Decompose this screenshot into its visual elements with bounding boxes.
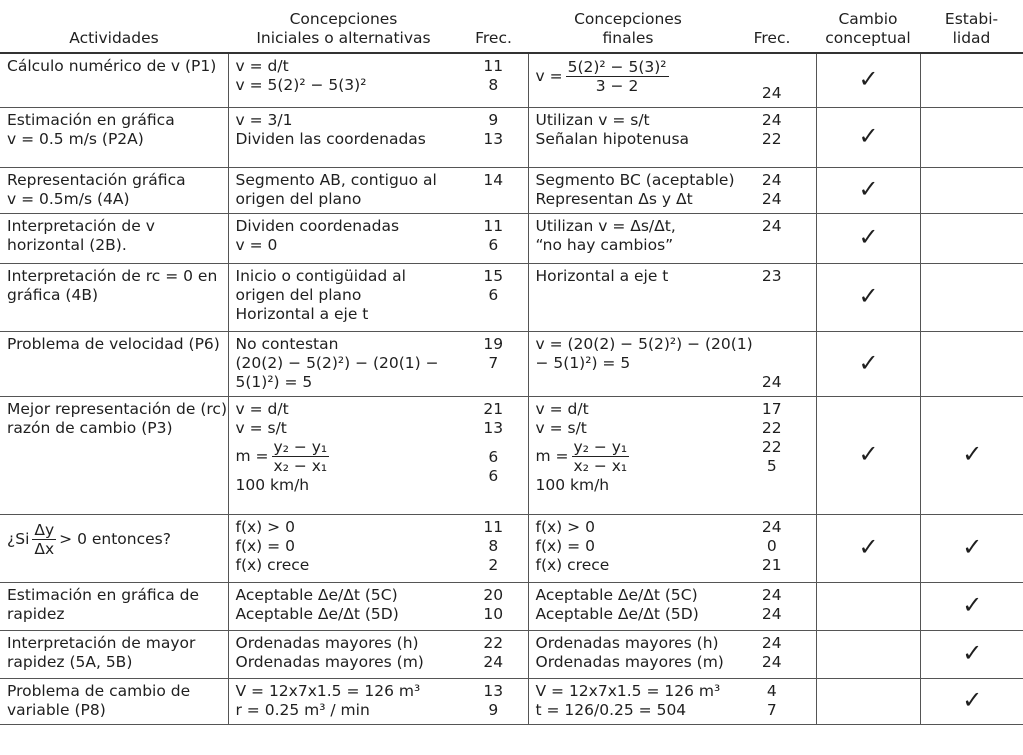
conceptual-change-cell: [816, 331, 920, 396]
initial-frequency-value: 22: [483, 633, 504, 652]
activity-text: v = 0.5m/s (4A): [7, 189, 130, 208]
initial-frequency-value: 6: [488, 235, 499, 254]
final-frequency-cell: [728, 263, 816, 331]
checkmark-icon: ✓: [962, 686, 983, 714]
initial-conception-text: Dividen coordenadas: [235, 216, 400, 235]
initial-frequency-value: 11: [483, 57, 504, 75]
activity-text: Problema de velocidad (P6): [7, 334, 220, 353]
initial-frequency-value: 2: [488, 555, 499, 574]
final-frequency-value: 24: [761, 604, 782, 623]
final-frequency-cell: [728, 107, 816, 167]
final-frequency-value: 24: [761, 633, 782, 652]
final-conceptions-cell: [528, 263, 728, 331]
final-conception-text: 100 km/h: [535, 475, 610, 494]
checkmark-icon: ✓: [858, 223, 879, 251]
activity-cell: [0, 514, 228, 582]
conceptual-change-cell: [816, 630, 920, 678]
final-conceptions-cell: [528, 630, 728, 678]
activity-denominator: Δx: [34, 540, 55, 558]
initial-frequency-cell: [459, 630, 528, 678]
final-fraction-body: [566, 58, 669, 95]
checkmark-icon: ✓: [962, 591, 983, 619]
initial-frequency-cell: [459, 582, 528, 630]
table-row: [0, 630, 1023, 678]
initial-frequency-value: 13: [483, 129, 504, 148]
initial-frequency-value: 9: [488, 110, 499, 129]
initial-conception-text: Ordenadas mayores (h): [235, 633, 419, 652]
initial-frequency-cell: [459, 396, 528, 514]
checkmark-icon: ✓: [962, 440, 983, 468]
initial-conception-text: Horizontal a eje t: [235, 304, 369, 323]
final-frequency-value: 23: [761, 266, 782, 285]
final-frequency-value: 24: [761, 83, 782, 102]
initial-conceptions-cell: [228, 630, 459, 678]
initial-frequency-value: 8: [488, 536, 499, 555]
final-conception-text: Utilizan v = Δs/Δt,: [535, 216, 676, 235]
initial-frequency-cell: [459, 514, 528, 582]
initial-conception-text: 5(1)²) = 5: [235, 372, 313, 391]
initial-conception-text: f(x) = 0: [235, 536, 295, 555]
header-finales: Concepciones finales: [528, 0, 728, 53]
final-conception-text: Ordenadas mayores (h): [535, 633, 719, 652]
initial-conception-text: f(x) crece: [235, 555, 310, 574]
activity-cell: [0, 53, 228, 107]
initial-conception-text: Ordenadas mayores (m): [235, 652, 424, 671]
stability-cell: [920, 678, 1023, 724]
activity-text: razón de cambio (P3): [7, 418, 173, 437]
initial-conception-text: V = 12x7x1.5 = 126 m³: [235, 681, 421, 700]
initial-frequency-cell: [459, 213, 528, 263]
final-frequency-value: 22: [761, 418, 782, 437]
final-denominator: 3 − 2: [595, 76, 639, 95]
activity-text: rapidez (5A, 5B): [7, 652, 133, 671]
final-conception-text: − 5(1)²) = 5: [535, 353, 631, 372]
checkmark-icon: ✓: [858, 440, 879, 468]
activity-text: Representación gráfica: [7, 170, 186, 189]
table-row: [0, 263, 1023, 331]
checkmark-icon: ✓: [858, 533, 879, 561]
final-frequency-cell: [728, 213, 816, 263]
final-conceptions-cell: [528, 167, 735, 213]
activity-text: Estimación en gráfica: [7, 110, 175, 129]
final-conception-text: Segmento BC (aceptable): [535, 170, 735, 189]
initial-fraction: [236, 438, 454, 476]
final-conception-text: v = s/t: [535, 418, 587, 437]
stability-cell: [920, 263, 1023, 331]
initial-conception-text: v = d/t: [235, 57, 289, 75]
conceptual-change-cell: [816, 107, 920, 167]
initial-frequency-cell: [459, 678, 528, 724]
table-row: [0, 678, 1023, 724]
table-row: [0, 213, 1023, 263]
stability-cell: [920, 331, 1023, 396]
conceptual-change-cell: [816, 396, 920, 514]
activity-fraction: [7, 518, 222, 562]
stability-cell: [920, 514, 1023, 582]
header-iniciales: Concepciones Iniciales o alternativas: [228, 0, 459, 53]
initial-frequency-value: 13: [483, 418, 504, 437]
initial-conception-text: r = 0.25 m³ / min: [235, 700, 370, 719]
final-fraction: [536, 57, 723, 95]
final-numerator: 5(2)² − 5(3)²: [567, 57, 667, 76]
final-frequency-value: 17: [761, 399, 782, 418]
stability-cell: [920, 396, 1023, 514]
final-conceptions-cell: [528, 514, 728, 582]
header-cambio: Cambio conceptual: [816, 0, 920, 53]
activity-cell: [0, 678, 228, 724]
final-frequency-value: 22: [761, 129, 782, 148]
initial-conceptions-cell: [228, 107, 459, 167]
initial-frequency-value: 24: [483, 652, 504, 671]
final-conception-text: Señalan hipotenusa: [535, 129, 690, 148]
final-frequency-value: 24: [761, 216, 782, 235]
activity-text: rapidez: [7, 604, 65, 623]
initial-frequency-value: 15: [483, 266, 504, 285]
initial-frequency-value: 19: [483, 334, 504, 353]
conceptual-change-cell: [816, 514, 920, 582]
final-conception-text: Ordenadas mayores (m): [535, 652, 724, 671]
final-conception-text: f(x) = 0: [535, 536, 595, 555]
initial-conception-text: Dividen las coordenadas: [235, 129, 426, 148]
final-conception-text: Representan Δs y Δt: [535, 189, 693, 208]
activity-cell: [0, 213, 228, 263]
stability-cell: [920, 53, 1023, 107]
final-fraction-lhs: v =: [535, 66, 563, 85]
initial-conception-text: v = 5(2)² − 5(3)²: [235, 76, 367, 94]
initial-conceptions-cell: [228, 53, 459, 107]
activity-cell: [0, 263, 228, 331]
checkmark-icon: ✓: [858, 65, 879, 94]
initial-fraction-body: [272, 438, 330, 475]
initial-frequency-value: 14: [483, 170, 504, 189]
initial-conception-text: Aceptable Δe/Δt (5C): [235, 585, 398, 604]
activity-fraction-body: [32, 521, 56, 558]
initial-frequency-cell: [459, 53, 528, 107]
initial-conception-text: v = 3/1: [235, 110, 293, 129]
final-conception-text: “no hay cambios”: [535, 235, 674, 254]
initial-frequency-cell: [459, 167, 528, 213]
initial-conceptions-cell: [228, 514, 459, 582]
initial-conception-text: origen del plano: [235, 189, 362, 208]
initial-conception-text: f(x) > 0: [235, 517, 295, 536]
initial-conception-text: Inicio o contigüidad al: [235, 266, 406, 285]
checkmark-icon: ✓: [858, 348, 879, 377]
conceptual-change-cell: [816, 53, 920, 107]
final-conception-text: v = (20(2) − 5(2)²) − (20(1): [535, 334, 753, 353]
final-numerator: y₂ − y₁: [573, 438, 628, 456]
initial-conception-text: v = d/t: [235, 399, 289, 418]
initial-conception-text: 100 km/h: [235, 475, 310, 494]
initial-frequency-value: 11: [483, 517, 504, 536]
initial-frequency-value: 6: [488, 447, 499, 466]
stability-cell: [920, 630, 1023, 678]
stability-cell: [920, 582, 1023, 630]
activity-text: Problema de cambio de: [7, 681, 191, 700]
activity-cell: [0, 167, 228, 213]
final-frequency-cell: [728, 514, 816, 582]
initial-frequency-value: 11: [483, 216, 504, 235]
header-frec-1: Frec.: [459, 0, 528, 53]
final-frequency-value: 24: [761, 585, 782, 604]
activity-text: horizontal (2B).: [7, 235, 127, 254]
initial-numerator: y₂ − y₁: [273, 438, 328, 456]
initial-conceptions-cell: [228, 396, 459, 514]
activity-cell: [0, 630, 228, 678]
initial-conception-text: v = s/t: [235, 418, 287, 437]
final-frequency-cell: [728, 167, 816, 213]
final-conception-text: Horizontal a eje t: [535, 266, 669, 285]
final-conception-text: f(x) crece: [535, 555, 610, 574]
final-conceptions-cell: [528, 331, 753, 396]
initial-conception-text: v = 0: [235, 235, 278, 254]
final-conception-text: f(x) > 0: [535, 517, 595, 536]
final-frequency-value: 22: [761, 437, 782, 456]
stability-cell: [920, 107, 1023, 167]
initial-conception-text: (20(2) − 5(2)²) − (20(1) −: [235, 353, 439, 372]
activity-text: Mejor representación de (rc): [7, 399, 227, 418]
final-frequency-value: 24: [761, 170, 782, 189]
conceptual-change-cell: [816, 263, 920, 331]
header-frec-2: Frec.: [728, 0, 816, 53]
final-frequency-cell: [728, 678, 816, 724]
final-fraction: [536, 438, 723, 476]
initial-frequency-value: 21: [483, 399, 504, 418]
final-frequency-cell: [728, 53, 816, 107]
activity-cell: [0, 582, 228, 630]
final-conceptions-cell: [528, 582, 728, 630]
checkmark-icon: ✓: [962, 533, 983, 561]
final-fraction-body: [572, 438, 630, 475]
final-fraction-lhs: m =: [535, 447, 569, 465]
table-row: [0, 331, 1023, 396]
table-row: [0, 396, 1023, 514]
activity-cell: [0, 331, 228, 396]
final-conceptions-cell: [528, 678, 728, 724]
table-row: [0, 582, 1023, 630]
initial-fraction-lhs: m =: [235, 447, 269, 465]
final-conceptions-cell: [528, 213, 728, 263]
final-frequency-value: 24: [761, 189, 782, 208]
initial-frequency-value: 20: [483, 585, 504, 604]
final-frequency-value: 24: [761, 372, 782, 391]
final-conception-text: V = 12x7x1.5 = 126 m³: [535, 681, 721, 700]
initial-frequency-cell: [459, 263, 528, 331]
final-frequency-value: 5: [766, 456, 777, 475]
conceptual-change-cell: [816, 678, 920, 724]
stability-cell: [920, 167, 1023, 213]
activity-text: gráfica (4B): [7, 285, 99, 304]
table-row: [0, 53, 1023, 107]
activity-text: v = 0.5 m/s (P2A): [7, 129, 144, 148]
stability-cell: [920, 213, 1023, 263]
header-actividades: Actividades: [0, 0, 228, 53]
final-frequency-value: 21: [761, 555, 782, 574]
initial-frequency-value: 6: [488, 466, 499, 485]
initial-conceptions-cell: [228, 331, 459, 396]
initial-conceptions-cell: [228, 167, 459, 213]
final-conception-text: Aceptable Δe/Δt (5D): [535, 604, 699, 623]
checkmark-icon: ✓: [962, 639, 983, 667]
final-conceptions-cell: [528, 53, 728, 107]
header-row: [0, 0, 1023, 53]
conceptual-change-cell: [816, 213, 920, 263]
final-conception-text: Utilizan v = s/t: [535, 110, 650, 129]
activity-text: Interpretación de rc = 0 en: [7, 266, 218, 285]
initial-denominator: x₂ − x₁: [273, 457, 328, 475]
checkmark-icon: ✓: [858, 122, 879, 150]
final-frequency-cell: [728, 630, 816, 678]
initial-conception-text: origen del plano: [235, 285, 362, 304]
activity-text: Interpretación de mayor: [7, 633, 196, 652]
final-conceptions-cell: [528, 107, 728, 167]
conceptual-change-cell: [816, 167, 920, 213]
initial-frequency-cell: [459, 107, 528, 167]
activity-prefix: ¿Si: [7, 530, 30, 548]
conceptual-change-cell: [816, 582, 920, 630]
final-frequency-cell: [728, 582, 816, 630]
final-conception-text: t = 126/0.25 = 504: [535, 700, 687, 719]
initial-conceptions-cell: [228, 213, 459, 263]
activity-cell: [0, 107, 228, 167]
final-frequency-value: 4: [766, 681, 777, 700]
checkmark-icon: ✓: [858, 175, 879, 203]
initial-frequency-value: 9: [488, 700, 499, 719]
table-row: [0, 514, 1023, 582]
activity-numerator: Δy: [34, 521, 55, 539]
initial-conceptions-cell: [228, 263, 459, 331]
initial-frequency-value: 7: [488, 353, 499, 372]
initial-conceptions-cell: [228, 678, 459, 724]
final-frequency-value: 24: [761, 110, 782, 129]
initial-conception-text: Segmento AB, contiguo al: [235, 170, 437, 189]
table-row: [0, 167, 1023, 213]
initial-frequency-cell: [459, 331, 528, 396]
final-conception-text: Aceptable Δe/Δt (5C): [535, 585, 698, 604]
activity-text: Estimación en gráfica de: [7, 585, 199, 604]
initial-frequency-value: 8: [488, 76, 499, 94]
checkmark-icon: ✓: [858, 282, 879, 310]
initial-conceptions-cell: [228, 582, 459, 630]
activity-suffix: > 0 entonces?: [59, 530, 171, 548]
final-conception-text: v = d/t: [535, 399, 589, 418]
header-estabilidad: Estabi- lidad: [920, 0, 1023, 53]
activity-text: variable (P8): [7, 700, 106, 719]
final-frequency-value: 24: [761, 652, 782, 671]
activity-text: Cálculo numérico de v (P1): [7, 57, 217, 75]
activity-text: Interpretación de v: [7, 216, 155, 235]
initial-frequency-value: 10: [483, 604, 504, 623]
initial-frequency-value: 6: [488, 285, 499, 304]
final-frequency-value: 0: [766, 536, 777, 555]
final-frequency-value: 24: [761, 517, 782, 536]
initial-conception-text: Aceptable Δe/Δt (5D): [235, 604, 399, 623]
final-frequency-cell: [728, 396, 816, 514]
final-denominator: x₂ − x₁: [573, 457, 628, 475]
table-row: [0, 107, 1023, 167]
initial-frequency-value: 13: [483, 681, 504, 700]
initial-conception-text: No contestan: [235, 334, 339, 353]
activity-cell: [0, 396, 228, 514]
final-frequency-value: 7: [766, 700, 777, 719]
final-conceptions-cell: [528, 396, 728, 514]
